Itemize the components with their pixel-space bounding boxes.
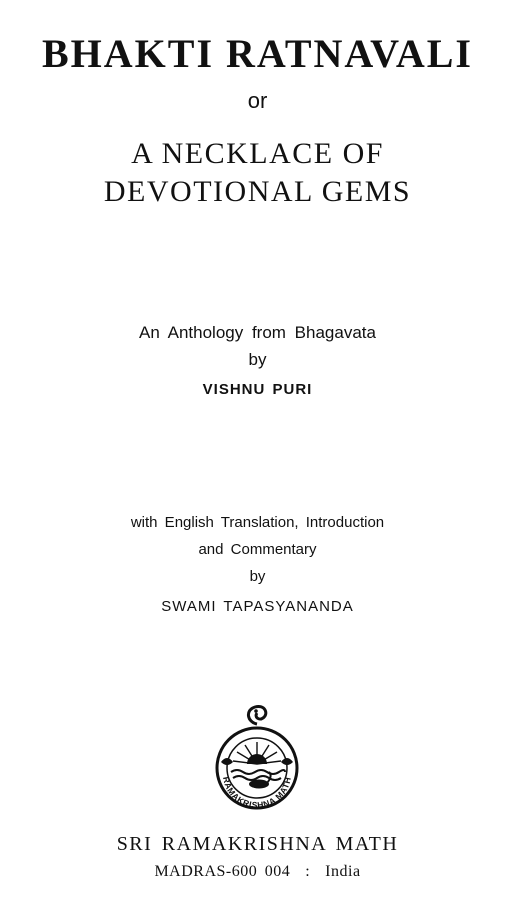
compilation-description: An Anthology from Bhagavata (139, 323, 376, 342)
book-title: BHAKTI RATNAVALI (41, 31, 473, 76)
translator-name: SWAMI TAPASYANANDA (161, 598, 354, 615)
ramakrishna-math-emblem-icon (207, 702, 307, 814)
emblem-text: RAMAKRISHNA MATH (221, 775, 293, 811)
book-subtitle-line-2: DEVOTIONAL GEMS (103, 175, 412, 208)
book-subtitle-line-1: A NECKLACE OF (131, 137, 384, 170)
translation-note-line-2: and Commentary (198, 541, 317, 558)
author-name: VISHNU PURI (202, 381, 313, 398)
translation-note-line-1: with English Translation, Introduction (130, 514, 385, 531)
publisher-name: SRI RAMAKRISHNA MATH (116, 833, 399, 855)
translator-by-label: by (249, 568, 266, 585)
title-connector: or (247, 88, 268, 113)
author-by-label: by (248, 350, 267, 369)
publisher-address: MADRAS-600 004 : India (154, 863, 361, 880)
